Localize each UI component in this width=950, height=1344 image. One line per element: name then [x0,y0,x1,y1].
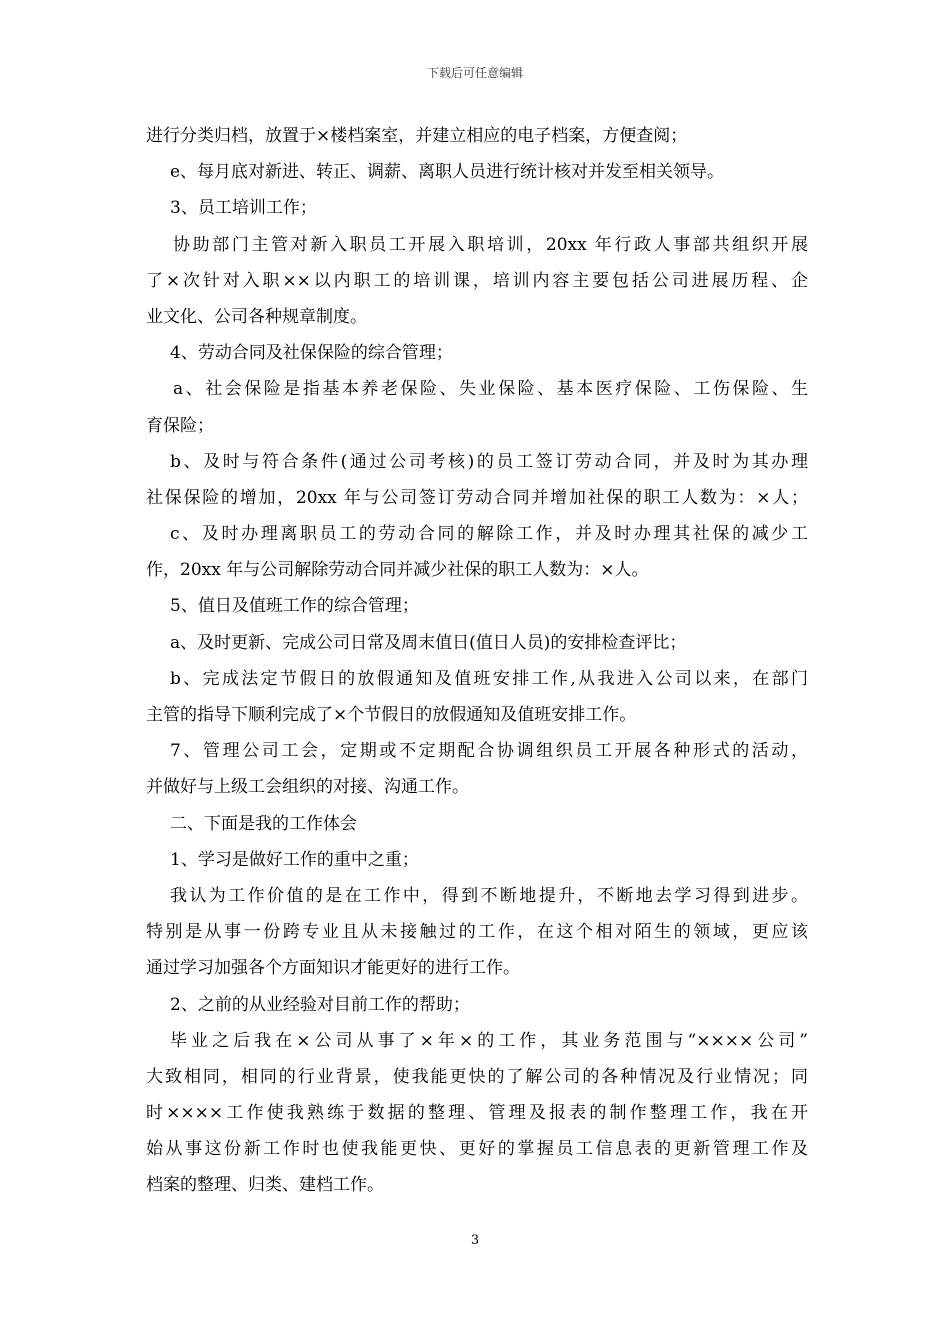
text-line: 通过学习加强各个方面知识才能更好的进行工作。 [146,958,520,979]
text-line: 主管的指导下顺利完成了×个节假日的放假通知及值班安排工作。 [146,705,637,725]
text-line: 始从事这份新工作时也使我能更快、更好的掌握员工信息表的更新管理工作及 [146,1139,808,1160]
text-line: 1、学习是做好工作的重中之重； [170,849,419,870]
text-line: b、及时与符合条件(通过公司考核)的员工签订劳动合同，并及时为其办理 [170,451,808,472]
text-line: b、完成法定节假日的放假通知及值班安排工作,从我进入公司以来，在部门 [170,668,808,689]
text-line: 社保保险的增加，20xx 年与公司签订劳动合同并增加社保的职工人数为：×人； [146,487,808,508]
text-line: 2、之前的从业经验对目前工作的帮助； [170,994,470,1015]
text-line: e、每月底对新进、转正、调薪、离职人员进行统计核对并发至相关领导。 [170,162,725,183]
text-line: 4、劳动合同及社保保险的综合管理； [170,343,453,364]
text-line: 时××××工作使我熟练于数据的整理、管理及报表的制作整理工作，我在开 [146,1103,808,1124]
text-line: c、及时办理离职员工的劳动合同的解除工作，并及时办理其社保的减少工 [170,524,808,545]
text-line: 我认为工作价值的是在工作中，得到不断地提升，不断地去学习得到进步。 [170,885,808,906]
page-number: 3 [470,1233,480,1248]
text-line: 3、员工培训工作； [170,198,317,219]
text-line: a、及时更新、完成公司日常及周末值日(值日人员)的安排检查评比； [170,632,687,653]
text-line: 业文化、公司各种规章制度。 [146,306,367,327]
text-line: 育保险； [146,415,214,436]
text-line: 作，20xx 年与公司解除劳动合同并减少社保的职工人数为：×人。 [146,560,649,581]
document-body [146,118,808,1204]
text-line: 毕业之后我在×公司从事了×年×的工作，其业务范围与“××××公司” [170,1030,808,1051]
text-line: 5、值日及值班工作的综合管理； [170,596,419,617]
text-line: 二、下面是我的工作体会 [170,813,357,834]
text-line: 特别是从事一份跨专业且从未接触过的工作，在这个相对陌生的领域，更应该 [146,922,808,943]
text-line: 进行分类归档，放置于×楼档案室，并建立相应的电子档案，方便查阅； [146,126,688,146]
text-line: 并做好与上级工会组织的对接、沟通工作。 [146,777,469,798]
text-line: 了×次针对入职××以内职工的培训课，培训内容主要包括公司进展历程、企 [146,270,808,291]
text-line: 档案的整理、归类、建档工作。 [146,1175,384,1196]
text-line: 协助部门主管对新入职员工开展入职培训，20xx 年行政人事部共组织开展 [173,234,808,255]
text-line: 大致相同，相同的行业背景，使我能更快的了解公司的各种情况及行业情况；同 [146,1066,808,1087]
text-line: a、社会保险是指基本养老保险、失业保险、基本医疗保险、工伤保险、生 [173,379,808,400]
text-line: 7、管理公司工会，定期或不定期配合协调组织员工开展各种形式的活动， [170,741,808,762]
page-header: 下载后可任意编辑 [426,66,523,80]
